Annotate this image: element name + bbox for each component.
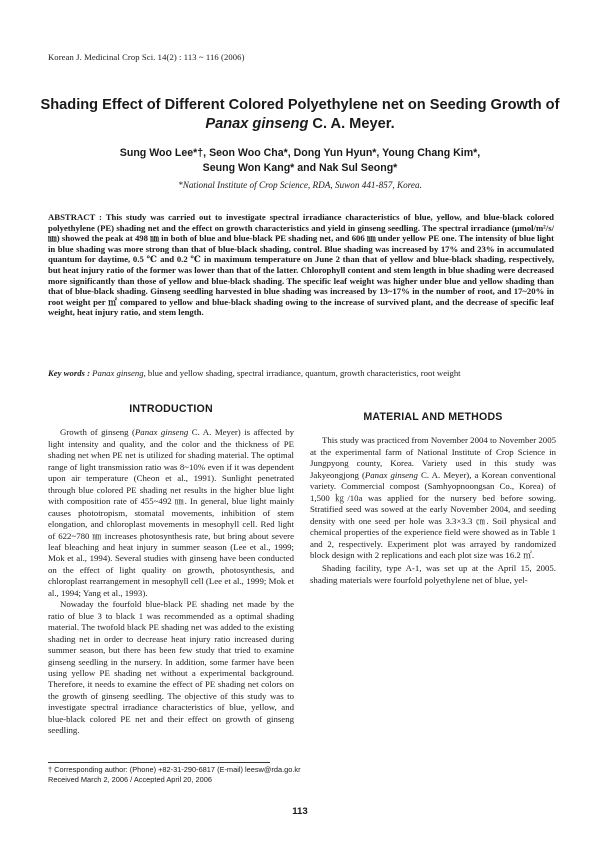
abstract — [48, 212, 554, 318]
abstract-label: ABSTRACT : — [48, 212, 106, 222]
introduction-heading: INTRODUCTION — [129, 403, 213, 415]
author-list — [40, 146, 560, 176]
keywords-list: , blue and yellow shading, spectral irradiance, quantum, growth characteristics, root weight — [143, 368, 461, 378]
authors-line-2: Seung Won Kang* and Nak Sul Seong* — [202, 162, 398, 174]
footnote-rule — [48, 762, 270, 763]
intro-paragraph-2: Nowaday the fourfold blue-black PE shading net made by the ratio of blue 3 to black 1 was recommended as a optimal shading material. The twofold black PE shading net was added to the existing shading net in order to decrease heat injury ratio increased during summer season, but there has been few study that tried to examine ginseng seedling in the nursery. In addition, some farmer have been using yellow PE shading net without a experimental background. Therefore, it needs to examine the effect of PE shading net colors on the growth of ginseng seedling. The objective of this study was to investigate spectral irradiance characteristics of blue, yellow, and blue-black colored PE net and their effect on growth of ginseng seedling. — [48, 599, 294, 736]
intro-p1-species: Panax ginseng — [134, 427, 189, 438]
left-column — [48, 404, 294, 737]
received-dates: Received March 2, 2006 / Accepted April 20, 2006 — [48, 774, 212, 784]
methods-heading: MATERIAL AND METHODS — [363, 411, 503, 423]
intro-paragraph-1 — [48, 427, 294, 599]
title-species: Panax ginseng — [205, 116, 309, 132]
page-number: 113 — [292, 806, 308, 817]
methods-p1-start: This study was practiced from November 2004 to November 2005 at the experimental farm of National Institute of Crop Science in Jungpyong county, Korea. Variety used in this study was Jakyeongjong ( — [310, 435, 556, 480]
footnote — [48, 762, 358, 784]
intro-p1-rest: C. A. Meyer) is affected by light intensity and quality, and the color and the thickness of PE shading net when PE net is utilized for shading material. The optimal range of light transmission ratio was 8~10% even if it was dependent upon air temperature (Cheon et al., 1991). Sunlight penetrated through blue colored PE shading net results in the higher blue light with composition rate of 455~492 ㎚. In general, blue light mainly causes phototropism, stomatal movements, inhibition of stem elongation, and chloroplast movements in mesophyll cell. Red light of 622~780 ㎚ increases photosynthesis rate, but bring about severe leaf bleaching and heat injury in summer season (Lee et al., 1999; Mok et al., 1994). Several studies with ginseng have been conducted on the effect of light quality on growth, photosynthesis, and chloroplast rearrangement in mesophyll cell (Lee et al., 1999; Mok et al., 1994; Yang et al., 1993). — [48, 427, 294, 598]
authors-line-1: Sung Woo Lee*†, Seon Woo Cha*, Dong Yun Hyun*, Young Chang Kim*, — [119, 147, 481, 159]
keywords-label: Key words : — [48, 368, 93, 378]
keywords-species: Panax ginseng — [92, 368, 144, 378]
affiliation: *National Institute of Crop Science, RDA, Suwon 441-857, Korea. — [178, 180, 422, 190]
right-column — [310, 404, 556, 586]
title-line-1: Shading Effect of Different Colored Polyethylene net on Seeding Growth of — [40, 97, 560, 113]
title-line-2: C. A. Meyer. — [308, 116, 395, 132]
methods-paragraph-2: Shading facility, type A-1, was set up at the April 15, 2005. shading materials were fourfold polyethylene net of blue, yel- — [310, 563, 556, 585]
paper-title — [30, 96, 570, 134]
corresponding-author: † Corresponding author: (Phone) +82-31-290-6817 (E-mail) leesw@rda.go.kr — [48, 765, 301, 774]
keywords — [48, 368, 554, 379]
methods-p1-species: Panax ginseng — [364, 469, 418, 480]
abstract-text: This study was carried out to investigate spectral irradiance characteristics of blue, yellow, and blue-black colored polyethylene (PE) shading net and the effect on growth characteristics and yield in ginseng seedling. The spectral irradiance (μmol/m²/s/㎚) showed the peak at 498 ㎚ in both of blue and blue-black PE shading net, and 606 ㎚ under yellow PE one. The intensity of blue light in blue shading was more strong than that of blue-black shading, control. Blue shading was increased by 17% and 23% in accumulated quantum for daytime, 0.5 ℃ and 0.2 ℃ in maximum temperature on June 2 than that of yellow and blue-black shading, respectively, but heat injury ratio of the former was lower than that of the latter. Chlorophyll content and stem length in blue shading were decreased more significantly than those of yellow and blue-black shading. The specific leaf weight was higher under blue and yellow shading than that of blue-black shading. Ginseng seedling harvested in blue shading was increased by 13~17% in the number of root, and 17~20% in root weight per ㎡ compared to yellow and blue-black shading owing to the increase of survived plant, and the decrease of specific leaf weight, heat injury ratio, and stem length. — [48, 212, 555, 318]
intro-p1-start: Growth of ginseng ( — [60, 427, 135, 438]
journal-citation: Korean J. Medicinal Crop Sci. 14(2) : 113 ~ 116 (2006) — [48, 52, 245, 62]
methods-p1-rest: C. A. Meyer), a Korean conventional variety. Commercial compost (Samhyopnoongsan Co., Korea) of 1,500 ㎏/10a was applied for the nursery bed before sowing. Stratified seed was sowed at the early November 2004, and seeding density with one seed per hole was 3.3×3.3 ㎝. Soil physical and chemical properties of the experience field were showed as in Table 1 and 2, respectively. Experiment plot was arrayed by randomized block design with 2 replications and each plot size was 16.2 ㎡. — [310, 469, 556, 560]
methods-paragraph-1 — [310, 435, 556, 561]
